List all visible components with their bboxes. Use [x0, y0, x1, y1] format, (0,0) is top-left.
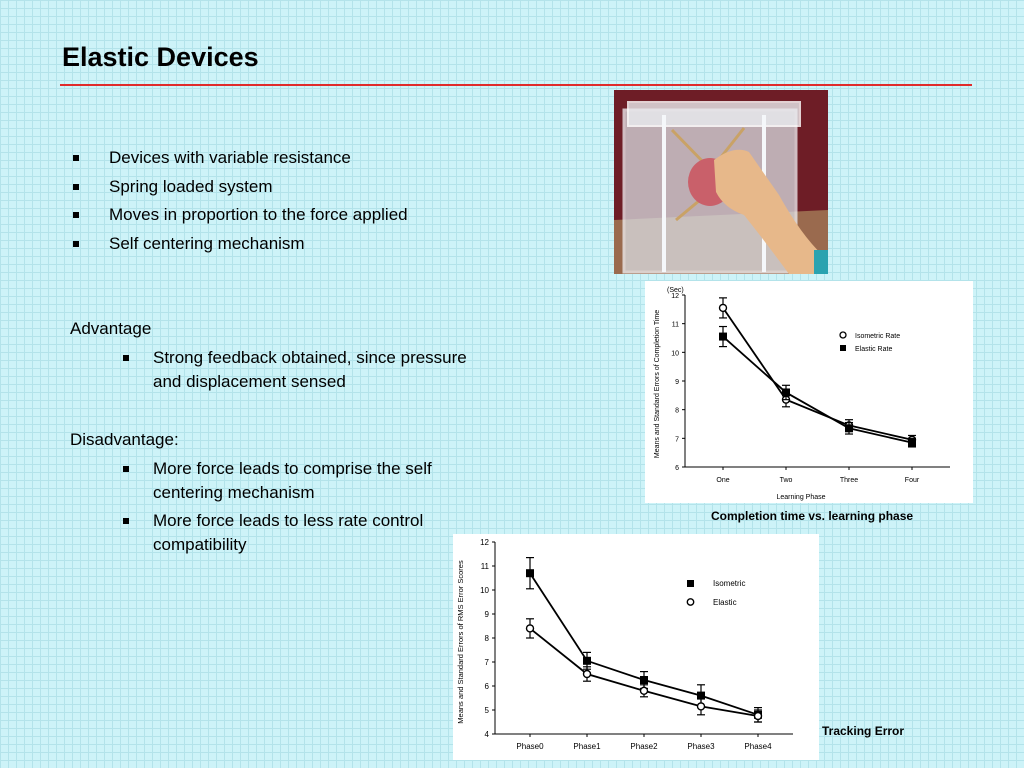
legend-elastic-label: Elastic Rate [855, 346, 893, 353]
disadvantage-list [153, 457, 493, 561]
legend-elastic-marker [840, 345, 846, 351]
tracking-error-chart [453, 534, 819, 760]
chart2-caption: Tracking Error [822, 724, 905, 738]
y-tick-label: 7 [484, 658, 489, 667]
data-point-circle [755, 713, 762, 720]
y-tick-label: 11 [480, 562, 489, 571]
data-point-circle [698, 703, 705, 710]
disadvantage-heading: Disadvantage: [70, 430, 179, 449]
feature-item: Spring loaded system [109, 177, 408, 206]
y-axis-title: Means and Standard Errors of RMS Error Scores [456, 560, 465, 724]
y-tick-label: 6 [675, 465, 679, 472]
y-tick-label: 12 [671, 293, 679, 300]
tracking-error-plot [453, 534, 819, 760]
chart1-caption: Completion time vs. learning phase [711, 509, 914, 523]
legend-elastic-label: Elastic [713, 598, 737, 607]
x-tick-label: Phase3 [687, 742, 715, 751]
y-tick-label: 8 [675, 407, 679, 415]
data-point-circle [527, 625, 534, 632]
data-point-circle [720, 304, 727, 311]
title-divider [60, 84, 972, 86]
y-tick-label: 11 [671, 321, 679, 329]
legend-elastic-marker [687, 599, 693, 605]
legend-isometric-label: Isometric [713, 579, 746, 588]
y-tick-label: 5 [484, 706, 489, 715]
x-tick-label: One [716, 477, 730, 484]
feature-item: Self centering mechanism [109, 234, 408, 263]
completion-time-chart [645, 281, 973, 503]
data-point-square [908, 439, 916, 447]
y-tick-label: 10 [480, 586, 489, 595]
advantage-item: Strong feedback obtained, since pressure and displacement sensed [153, 346, 493, 394]
disadvantage-item: More force leads to less rate control compatibility [153, 509, 493, 557]
x-tick-label: Phase1 [573, 742, 601, 751]
advantage-list [153, 346, 493, 398]
advantage-heading: Advantage [70, 319, 152, 338]
elastic-device-photo [614, 90, 828, 274]
y-tick-label: 7 [675, 436, 679, 444]
data-point-circle [641, 687, 648, 694]
y-tick-label: 12 [480, 538, 489, 547]
feature-item: Devices with variable resistance [109, 148, 408, 177]
y-tick-label: 8 [484, 634, 489, 643]
y-tick-label: 9 [675, 379, 679, 386]
x-tick-label: Four [904, 477, 920, 484]
data-point-square [640, 676, 648, 684]
legend-isometric-marker [840, 332, 846, 338]
data-point-square [526, 569, 534, 577]
legend-isometric-marker [687, 580, 694, 587]
y-tick-label: 9 [484, 610, 489, 619]
legend-isometric-label: Isometric Rate [855, 333, 901, 340]
data-point-circle [584, 671, 591, 678]
y-unit-label: (Sec) [667, 287, 684, 294]
feature-item: Moves in proportion to the force applied [109, 205, 408, 234]
x-axis-title: Learning Phase [776, 494, 826, 501]
x-tick-label: Phase4 [744, 742, 772, 751]
y-tick-label: 4 [484, 730, 489, 739]
device-illustration [614, 90, 828, 274]
y-tick-label: 6 [484, 682, 489, 691]
data-point-square [719, 333, 727, 341]
x-tick-label: Phase2 [630, 742, 658, 751]
data-point-square [583, 657, 591, 665]
disadvantage-item: More force leads to comprise the self centering mechanism [153, 457, 493, 505]
feature-list [109, 148, 408, 262]
y-tick-label: 10 [671, 350, 679, 358]
completion-time-plot [645, 281, 973, 503]
data-point-square [782, 388, 790, 396]
slide-title: Elastic Devices [62, 42, 259, 72]
x-tick-label: Three [839, 477, 859, 484]
series-line [723, 308, 912, 440]
x-tick-label: Phase0 [516, 742, 544, 751]
x-tick-label: Two [779, 477, 793, 484]
data-point-square [845, 424, 853, 432]
y-axis-title: Means and Standard Errors of Completion Time [654, 309, 661, 459]
